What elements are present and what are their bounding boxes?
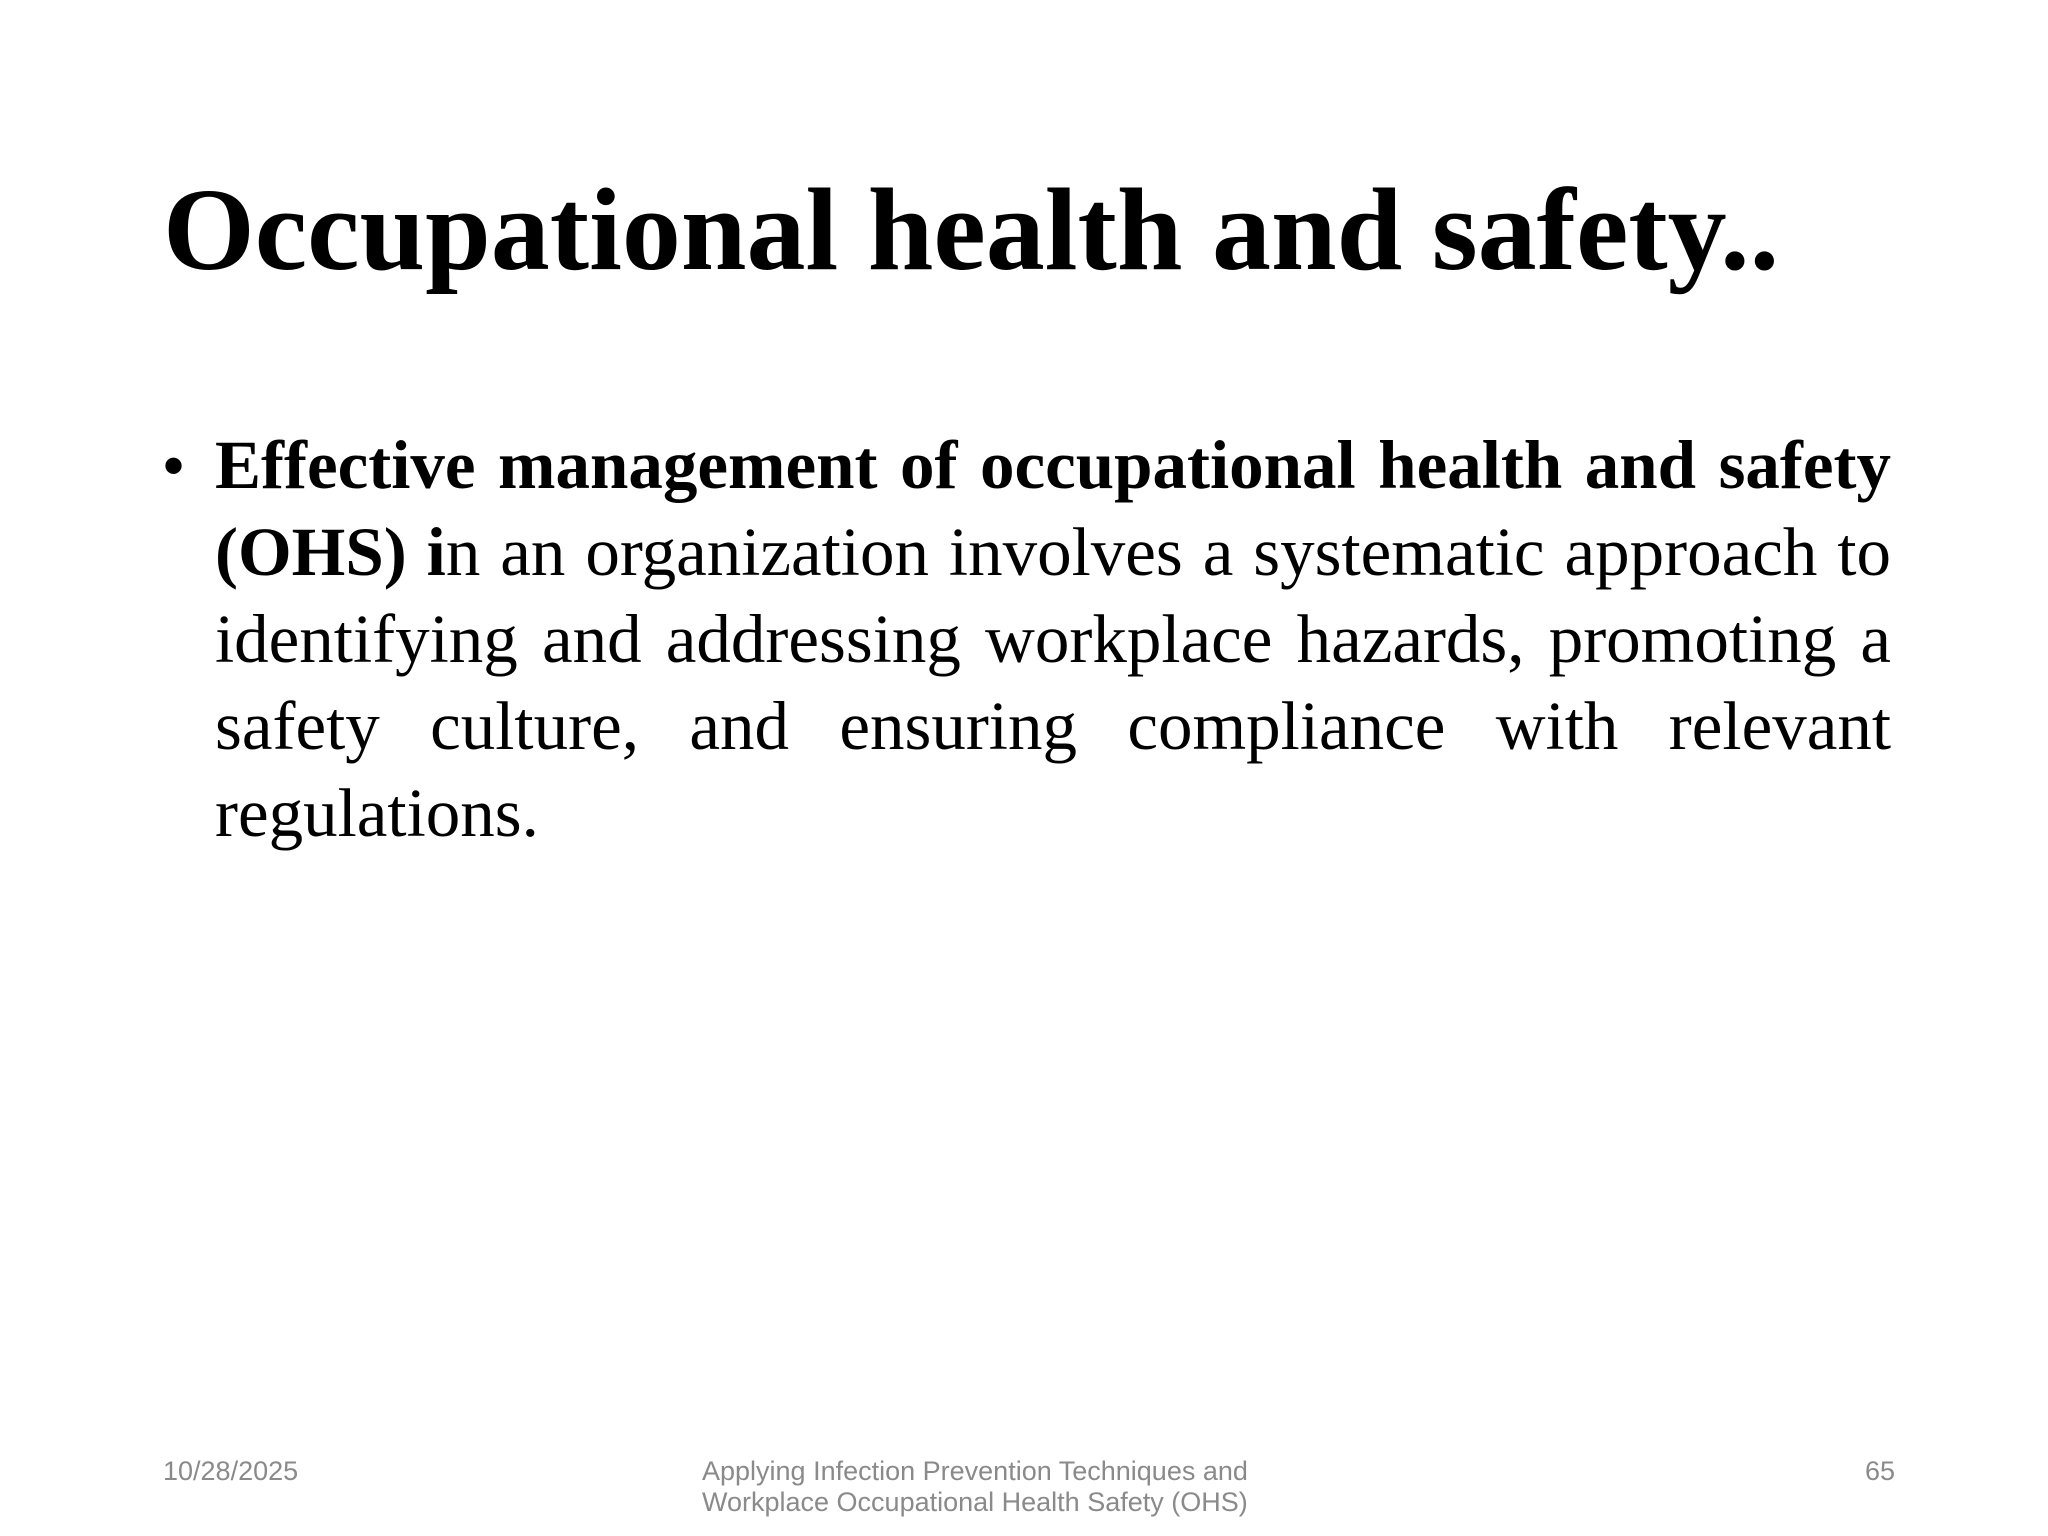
- slide-title: Occupational health and safety..: [163, 164, 1780, 295]
- page-number: 65: [1864, 1456, 1895, 1486]
- footer-title-line-2: Workplace Occupational Health Safety (OHS): [702, 1487, 1248, 1517]
- bullet-regular-text: n an organization involves a systematic approach to identifying and addressing workplace hazards, promoting a safety culture, and ensuring compliance with relevant regulations.: [215, 514, 1891, 851]
- bullet-icon: •: [163, 432, 185, 499]
- footer-date: 10/28/2025: [163, 1456, 299, 1486]
- footer-title-line-1: Applying Infection Prevention Techniques and: [702, 1456, 1248, 1486]
- slide-body: [163, 422, 1891, 857]
- bullet-bold-text: Effective management of occupational health and safety (OHS) i: [215, 427, 1891, 590]
- bullet-item: [163, 422, 1891, 857]
- footer-title: [702, 1456, 1402, 1518]
